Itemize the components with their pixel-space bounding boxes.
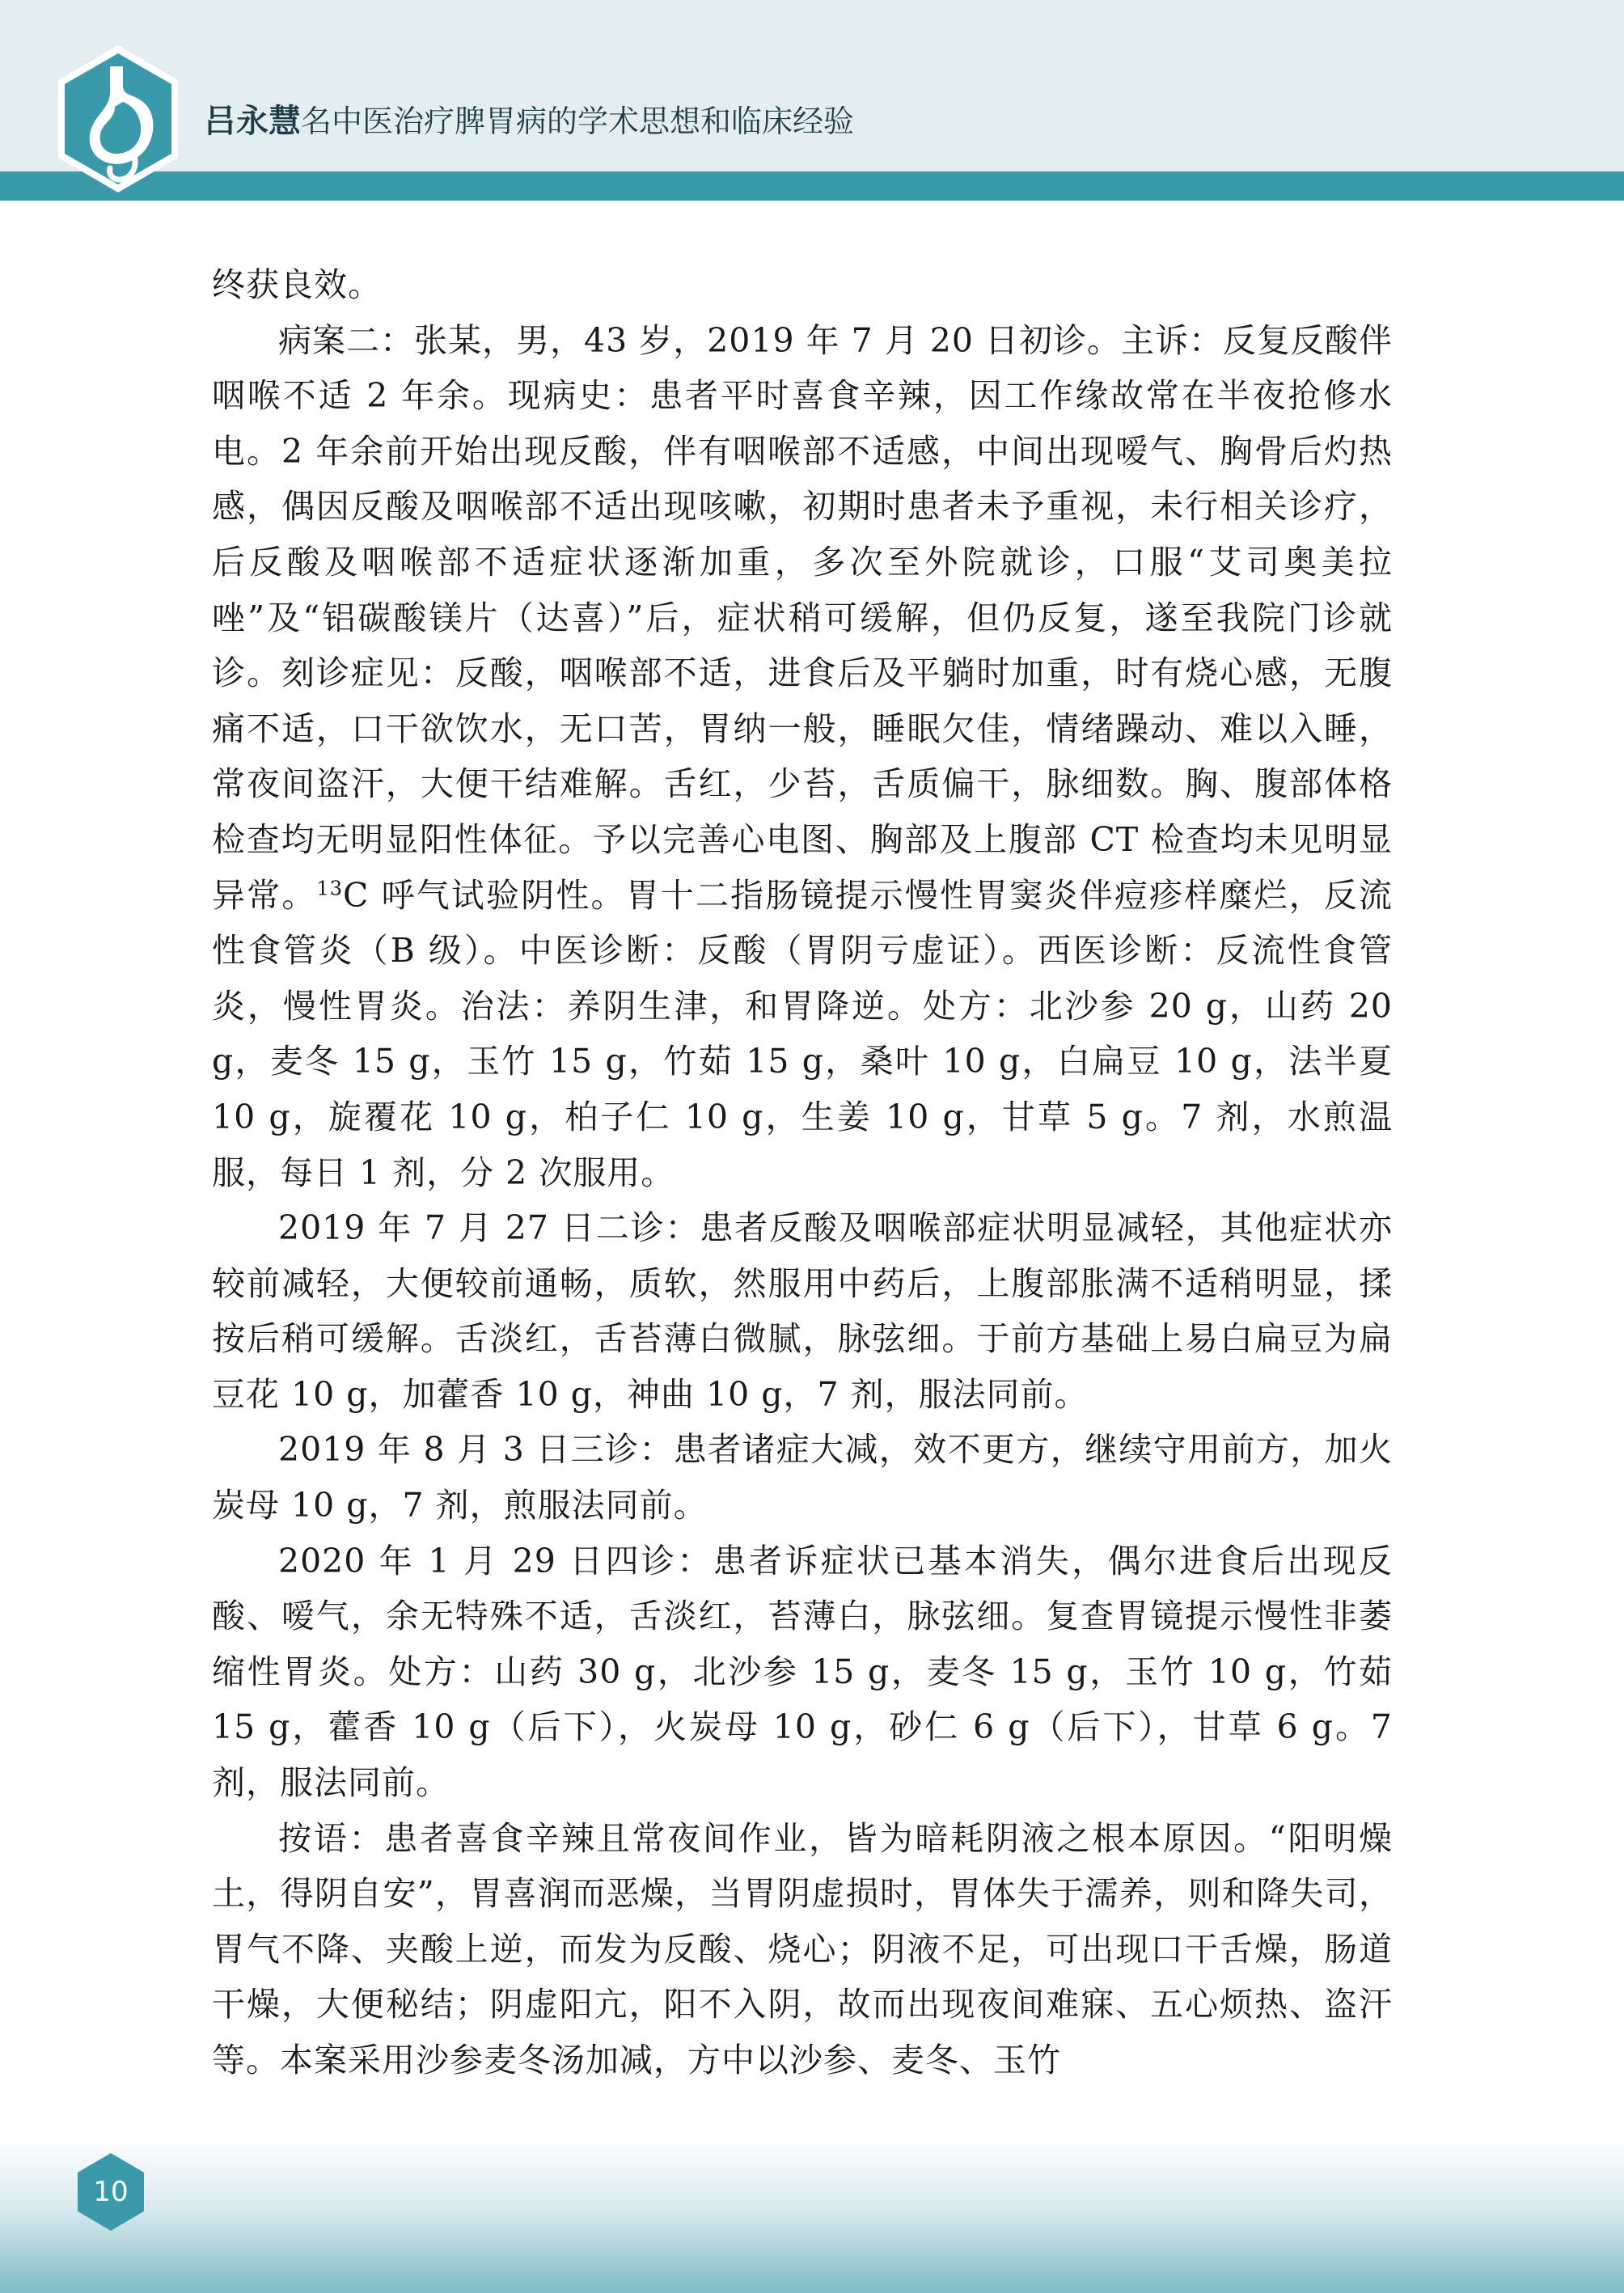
page-number: 10 xyxy=(93,2176,129,2208)
paragraph xyxy=(212,313,1393,1201)
header-stripe xyxy=(0,171,1624,201)
paragraph-text: C 呼气试验阴性。胃十二指肠镜提示慢性胃窦炎伴痘疹样糜烂，反流性食管炎（B 级）。中医诊断：反酸（胃阴亏虚证）。西医诊断：反流性食管炎，慢性胃炎。治法：养阴生津，和胃降逆。处方：北沙参 20 g，山药 20 g，麦冬 15 g，玉竹 15 g，竹茹 15 g，桑叶 10 g，白扁豆 10 g，法半夏 10 g，旋覆花 10 g，柏子仁 10 g，生姜 10 g，甘草 5 g。7 剂，水煎温服，每日 1 剂，分 2 次服用。 xyxy=(212,875,1394,1192)
paragraph-text: 病案二：张某，男，43 岁，2019 年 7 月 20 日初诊。主诉：反复反酸伴咽喉不适 2 年余。现病史：患者平时喜食辛辣，因工作缘故常在半夜抢修水电。2 年余前开始出现反酸，伴有咽喉部不适感，中间出现嗳气、胸骨后灼热感，偶因反酸及咽喉部不适出现咳嗽，初期时患者未予重视，未行相关诊疗，后反酸及咽喉部不适症状逐渐加重，多次至外院就诊，口服“艾司奥美拉唑”及“铝碳酸镁片（达喜）”后，症状稍可缓解，但仍反复，遂至我院门诊就诊。刻诊症见：反酸，咽喉部不适，进食后及平躺时加重，时有烧心感，无腹痛不适，口干欲饮水，无口苦，胃纳一般，睡眠欠佳，情绪躁动、难以入睡，常夜间盗汗，大便干结难解。舌红，少苔，舌质偏干，脉细数。胸、腹部体格检查均无明显阳性体征。予以完善心电图、胸部及上腹部 CT 检查均未见明显异常。 xyxy=(212,320,1393,915)
paragraph: 终获良效。 xyxy=(212,265,382,304)
stomach-hexagon-icon xyxy=(53,42,183,196)
book-title xyxy=(204,97,854,146)
paragraph: 2019 年 8 月 3 日三诊：患者诸症大减，效不更方，继续守用前方，加火炭母 10 g，7 剂，煎服法同前。 xyxy=(212,1430,1393,1525)
footer-band xyxy=(0,2135,1624,2293)
isotope-superscript: 13 xyxy=(316,876,344,899)
book-subtitle: 名中医治疗脾胃病的学术思想和临床经验 xyxy=(301,104,855,139)
header-band xyxy=(0,0,1624,171)
paragraph: 2020 年 1 月 29 日四诊：患者诉症状已基本消失，偶尔进食后出现反酸、嗳气，余无特殊不适，舌淡红，苔薄白，脉弦细。复查胃镜提示慢性非萎缩性胃炎。处方：山药 30 g，北沙参 15 g，麦冬 15 g，玉竹 10 g，竹茹 15 g，藿香 10 g（后下），火炭母 10 g，砂仁 6 g（后下），甘草 6 g。7 剂，服法同前。 xyxy=(212,1541,1393,1803)
paragraph: 按语：患者喜食辛辣且常夜间作业，皆为暗耗阴液之根本原因。“阳明燥土，得阴自安”，胃喜润而恶燥，当胃阴虚损时，胃体失于濡养，则和降失司，胃气不降、夹酸上逆，而发为反酸、烧心；阴液不足，可出现口干舌燥，肠道干燥，大便秘结；阴虚阳亢，阳不入阴，故而出现夜间难寐、五心烦热、盗汗等。本案采用沙参麦冬汤加减，方中以沙参、麦冬、玉竹 xyxy=(212,1818,1393,2079)
body-text xyxy=(212,257,1393,2088)
paragraph: 2019 年 7 月 27 日二诊：患者反酸及咽喉部症状明显减轻，其他症状亦较前减轻，大便较前通畅，质软，然服用中药后，上腹部胀满不适稍明显，揉按后稍可缓解。舌淡红，舌苔薄白微腻，脉弦细。于前方基础上易白扁豆为扁豆花 10 g，加藿香 10 g，神曲 10 g，7 剂，服法同前。 xyxy=(212,1208,1393,1414)
book-author: 吕永慧 xyxy=(204,103,301,140)
